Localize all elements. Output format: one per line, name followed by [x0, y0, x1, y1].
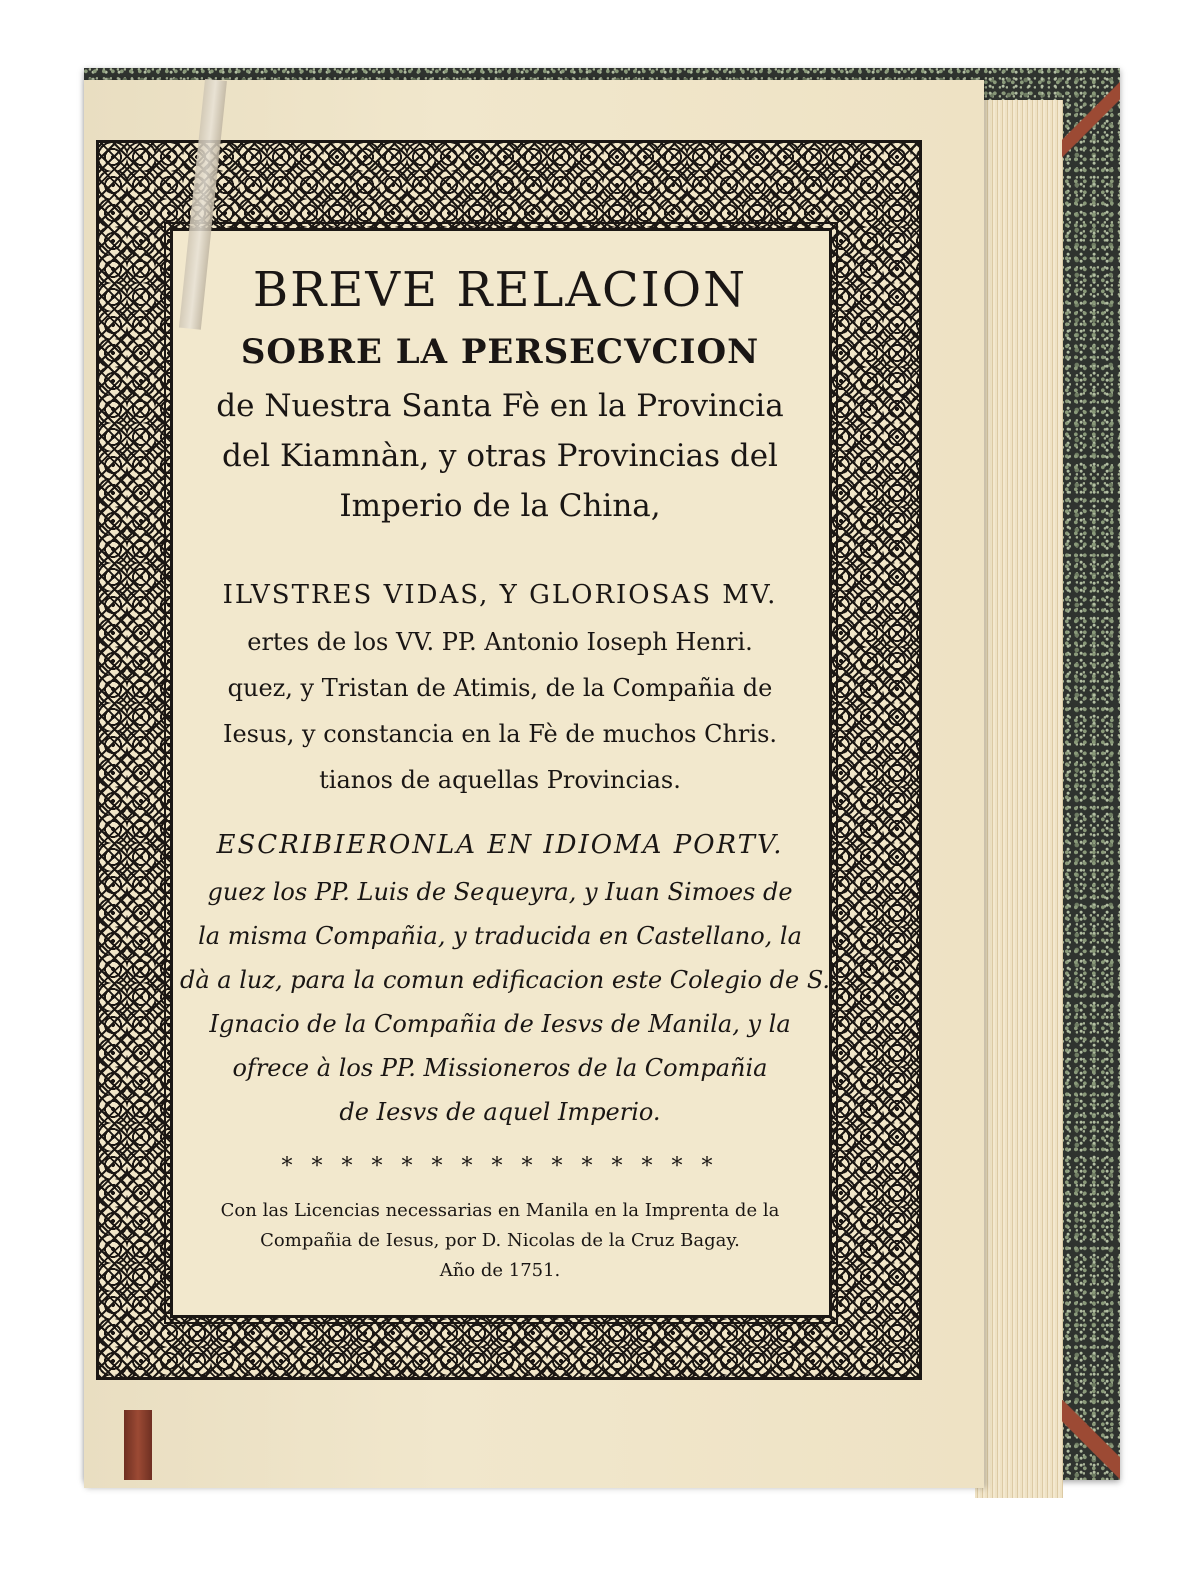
imprint-line-1: Con las Licencias necessarias en Manila en la Imprenta de la: [220, 1200, 780, 1221]
authors-line-1: ESCRIBIERONLA EN IDIOMA PORTV.: [216, 830, 784, 860]
subtitle-line-1: ILVSTRES VIDAS, Y GLORIOSAS MV.: [222, 580, 778, 610]
title-line-1: BREVE RELACION: [252, 262, 748, 318]
spine-leather: [124, 1410, 152, 1480]
imprint-line-2: Compañia de Iesus, por D. Nicolas de la Cruz Bagay.: [260, 1230, 740, 1251]
title-line-4: del Kiamnàn, y otras Provincias del: [222, 438, 778, 474]
imprint-date: Año de 1751.: [439, 1260, 561, 1281]
authors-line-3: la misma Compañia, y traducida en Castellano, la: [198, 922, 802, 950]
subtitle-line-5: tianos de aquellas Provincias.: [319, 766, 681, 794]
subtitle-line-4: Iesus, y constancia en la Fè de muchos Chris.: [222, 720, 778, 748]
authors-line-6: ofrece à los PP. Missioneros de la Compañia: [232, 1054, 768, 1082]
authors-line-5: Ignacio de la Compañia de Iesvs de Manila, y la: [209, 1010, 791, 1038]
subtitle-line-2: ertes de los VV. PP. Antonio Ioseph Henri.: [247, 628, 753, 656]
subtitle-line-3: quez, y Tristan de Atimis, de la Compañia de: [227, 674, 773, 702]
title-line-2: SOBRE LA PERSECVCION: [240, 332, 760, 372]
corner-leather-bottom: [1062, 1400, 1120, 1480]
authors-line-7: de Iesvs de aquel Imperio.: [339, 1098, 661, 1126]
title-line-3: de Nuestra Santa Fè en la Provincia: [216, 388, 784, 424]
authors-line-2: guez los PP. Luis de Sequeyra, y Iuan Simoes de: [207, 878, 793, 906]
authors-line-4: dà a luz, para la comun edificacion este Colegio de S.: [180, 966, 831, 994]
fore-edge: [975, 100, 1063, 1498]
title-line-5: Imperio de la China,: [339, 488, 661, 524]
corner-leather-top: [1062, 68, 1120, 158]
star-divider: * * * * * * * * * * * * * * *: [281, 1154, 719, 1179]
